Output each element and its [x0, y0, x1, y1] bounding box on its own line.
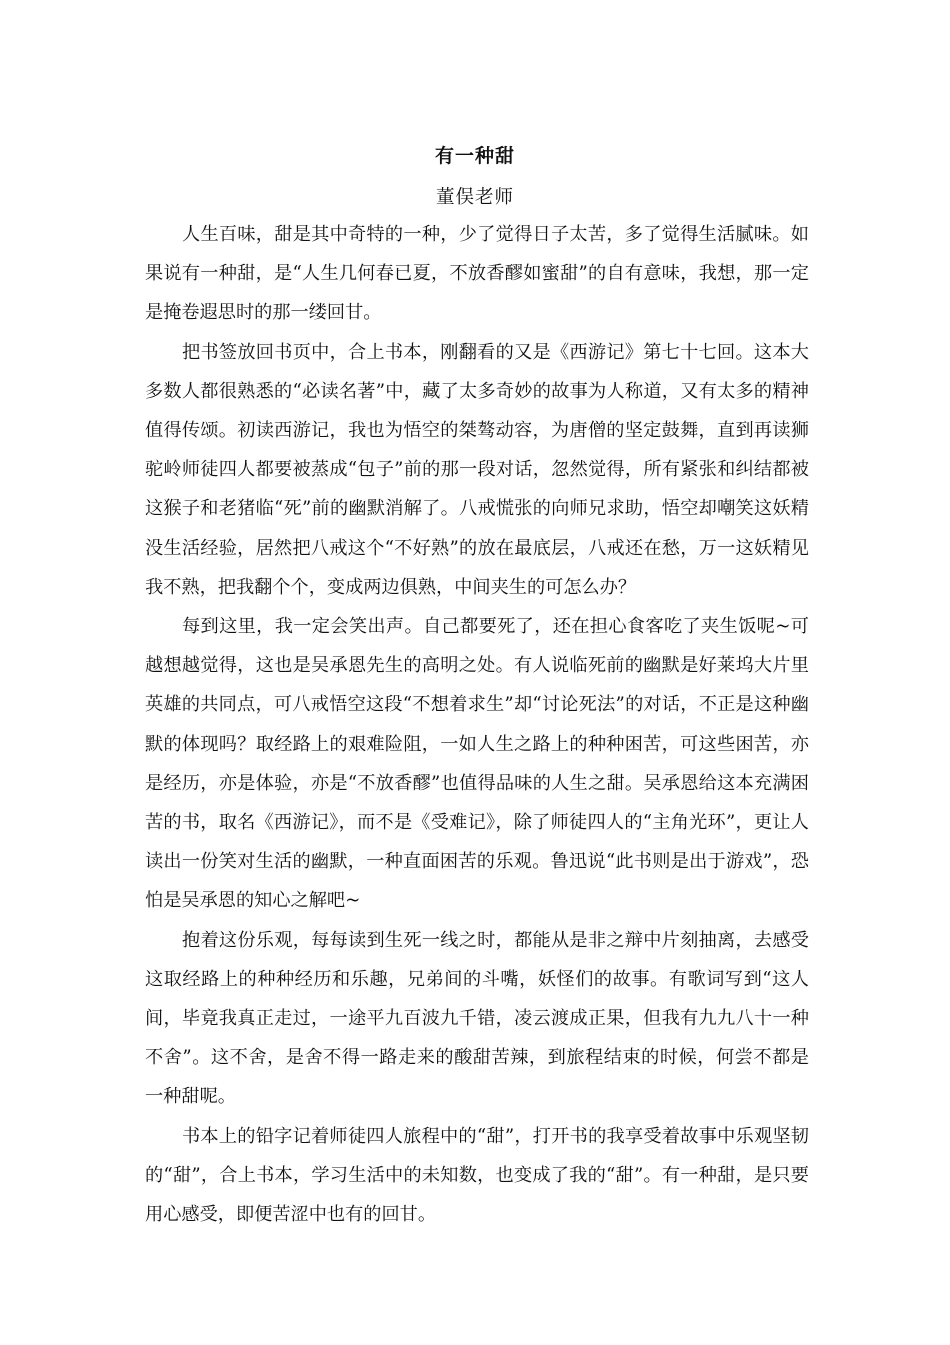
- paragraph-5: 书本上的铅字记着师徒四人旅程中的“甜”，打开书的我享受着故事中乐观坚韧的“甜”，合上书本，学习生活中的未知数，也变成了我的“甜”。有一种甜，是只要用心感受，即便苦涩中也有的回甘。: [145, 1125, 809, 1226]
- paragraph-1: 人生百味，甜是其中奇特的一种，少了觉得日子太苦，多了觉得生活腻味。如果说有一种甜，是“人生几何春已夏，不放香醪如蜜甜”的自有意味，我想，那一定是掩卷遐思时的那一缕回甘。: [145, 224, 809, 324]
- paragraph-2: 把书签放回书页中，合上书本，刚翻看的又是《西游记》第七十七回。这本大多数人都很熟悉的“必读名著”中，藏了太多奇妙的故事为人称道，又有太多的精神值得传颂。初读西游记，我也为悟空的桀骜动容，为唐僧的坚定鼓舞，直到再读狮驼岭师徒四人都要被蒸成“包子”前的那一段对话，忽然觉得，所有紧张和纠结都被这猴子和老猪临“死”前的幽默消解了。八戒慌张的向师兄求助，悟空却嘲笑这妖精没生活经验，居然把八戒这个“不好熟”的放在最底层，八戒还在愁，万一这妖精见我不熟，把我翻个个，变成两边俱熟，中间夹生的可怎么办？: [145, 341, 809, 598]
- essay-body: [145, 215, 809, 1234]
- document-title: 有一种甜: [434, 145, 515, 167]
- paragraph-4: 抱着这份乐观，每每读到生死一线之时，都能从是非之辩中片刻抽离，去感受这取经路上的种种经历和乐趣，兄弟间的斗嘴，妖怪们的故事。有歌词写到“这人间，毕竟我真正走过，一途平九百波九千错，凌云渡成正果，但我有九九八十一种不舍”。这不舍，是舍不得一路走来的酸甜苦辣，到旅程结束的时候，何尝不都是一种甜呢。: [145, 929, 809, 1108]
- author-line: 董俣老师: [435, 187, 514, 208]
- paragraph-3: 每到这里，我一定会笑出声。自己都要死了，还在担心食客吃了夹生饭呢~可越想越觉得，这也是吴承恩先生的高明之处。有人说临死前的幽默是好莱坞大片里英雄的共同点，可八戒悟空这段“不想着求生”却“讨论死法”的对话，不正是这种幽默的体现吗？取经路上的艰难险阻，一如人生之路上的种种困苦，可这些困苦，亦是经历，亦是体验，亦是“不放香醪”也值得品味的人生之甜。吴承恩给这本充满困苦的书，取名《西游记》，而不是《受难记》，除了师徒四人的“主角光环”，更让人读出一份笑对生活的幽默，一种直面困苦的乐观。鲁迅说“此书则是出于游戏”，恐怕是吴承恩的知心之解吧~: [145, 616, 809, 912]
